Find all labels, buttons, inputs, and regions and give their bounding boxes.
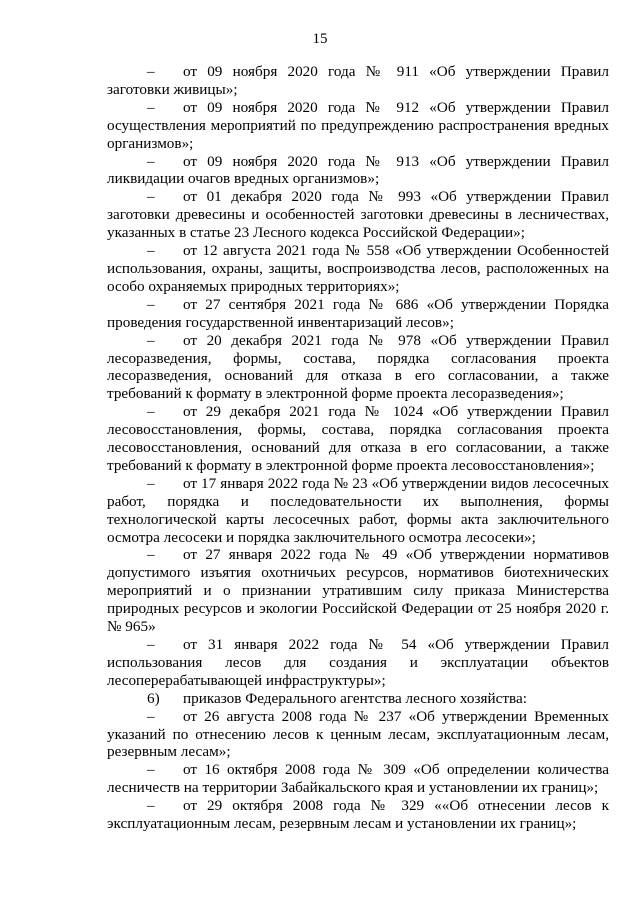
list-item bbox=[107, 296, 609, 332]
paragraph-text: от 16 октября 2008 года № 309 «Об определении количества лесничеств на территории Забайкальского края и установлении их границ»; bbox=[107, 761, 609, 797]
paragraph-text: от 29 декабря 2021 года № 1024 «Об утверждении Правил лесовосстановления, формы, состава, порядка согласования проекта лесовосстановления, оснований для отказа в его согласовании, а также требований к формату в электронной форме проекта лесовосстановления»; bbox=[107, 403, 609, 474]
list-item bbox=[107, 63, 609, 99]
paragraph-text: от 09 ноября 2020 года № 912 «Об утверждении Правил осуществления мероприятий по предупреждению распространения вредных организмов»; bbox=[107, 98, 609, 152]
list-item bbox=[107, 475, 609, 547]
list-item bbox=[107, 153, 609, 189]
list-item bbox=[107, 690, 609, 708]
list-item bbox=[107, 797, 609, 833]
list-marker: – bbox=[147, 242, 155, 260]
list-marker: – bbox=[147, 295, 155, 313]
list-item bbox=[107, 761, 609, 797]
list-marker: – bbox=[147, 403, 155, 421]
list-item bbox=[107, 332, 609, 404]
list-marker: – bbox=[147, 546, 155, 564]
paragraph-text: от 12 августа 2021 года № 558 «Об утверждении Особенностей использования, охраны, защиты, воспроизводства лесов, расположенных на особо охраняемых природных территориях»; bbox=[107, 242, 609, 295]
paragraph-text: приказов Федерального агентства лесного хозяйства: bbox=[183, 689, 527, 707]
paragraph-text: от 20 декабря 2021 года № 978 «Об утверждении Правил лесоразведения, формы, состава, порядка согласования проекта лесоразведения, оснований для отказа в его согласовании, а также требований к формату в электронной форме проекта лесоразведения»; bbox=[107, 331, 609, 403]
paragraph-text: от 31 января 2022 года № 54 «Об утверждении Правил использования лесов для создания и эксплуатации объектов лесоперерабатывающей инфраструктуры»; bbox=[107, 636, 609, 689]
list-marker: 6) bbox=[147, 689, 160, 707]
list-marker: – bbox=[147, 636, 155, 653]
list-item bbox=[107, 546, 609, 636]
paragraph-text: от 26 августа 2008 года № 237 «Об утверждении Временных указаний по отнесению лесов к ценным лесам, эксплуатационным лесам, резервным лесам»; bbox=[107, 707, 609, 761]
list-item bbox=[107, 242, 609, 296]
list-item bbox=[107, 636, 609, 690]
document-body bbox=[107, 63, 609, 833]
paragraph-text: от 29 октября 2008 года № 329 ««Об отнесении лесов к эксплуатационным лесам, резервным лесам и установлении их границ»; bbox=[107, 797, 609, 833]
paragraph-text: от 01 декабря 2020 года № 993 «Об утверждении Правил заготовки древесины и особенностей заготовки древесины в лесничествах, указанных в статье 23 Лесного кодекса Российской Федерации»; bbox=[107, 188, 609, 242]
list-marker: – bbox=[147, 152, 155, 170]
list-marker: – bbox=[147, 188, 155, 206]
paragraph-text: от 27 сентября 2021 года № 686 «Об утверждении Порядка проведения государственной инвентаризаций лесов»; bbox=[107, 295, 609, 331]
list-marker: – bbox=[147, 474, 155, 492]
list-item bbox=[107, 188, 609, 242]
page-number: 15 bbox=[312, 31, 328, 47]
list-marker: – bbox=[147, 63, 155, 80]
paragraph-text: от 27 января 2022 года № 49 «Об утверждении нормативов допустимого изъятия охотничьих ресурсов, нормативов биотехнических мероприятий и о признании утратившим силу приказа Министерства природных ресурсов и экологии Российской Федерации от 25 ноября 2020 г. № 965» bbox=[107, 546, 609, 636]
list-item bbox=[107, 403, 609, 475]
list-marker: – bbox=[147, 98, 155, 116]
paragraph-text: от 09 ноября 2020 года № 913 «Об утверждении Правил ликвидации очагов вредных организмов»; bbox=[107, 152, 609, 188]
list-marker: – bbox=[147, 797, 155, 815]
list-item bbox=[107, 99, 609, 153]
list-marker: – bbox=[147, 761, 155, 779]
paragraph-text: от 17 января 2022 года № 23 «Об утверждении видов лесосечных работ, порядка и последовательности их выполнения, формы технологической карты лесосечных работ, формы акта заключительного осмотра лесосеки и порядка заключительного осмотра лесосеки»; bbox=[107, 474, 609, 546]
paragraph-text: от 09 ноября 2020 года № 911 «Об утверждении Правил заготовки живицы»; bbox=[107, 63, 609, 98]
list-marker: – bbox=[147, 707, 155, 725]
list-item bbox=[107, 708, 609, 762]
list-marker: – bbox=[147, 331, 155, 349]
